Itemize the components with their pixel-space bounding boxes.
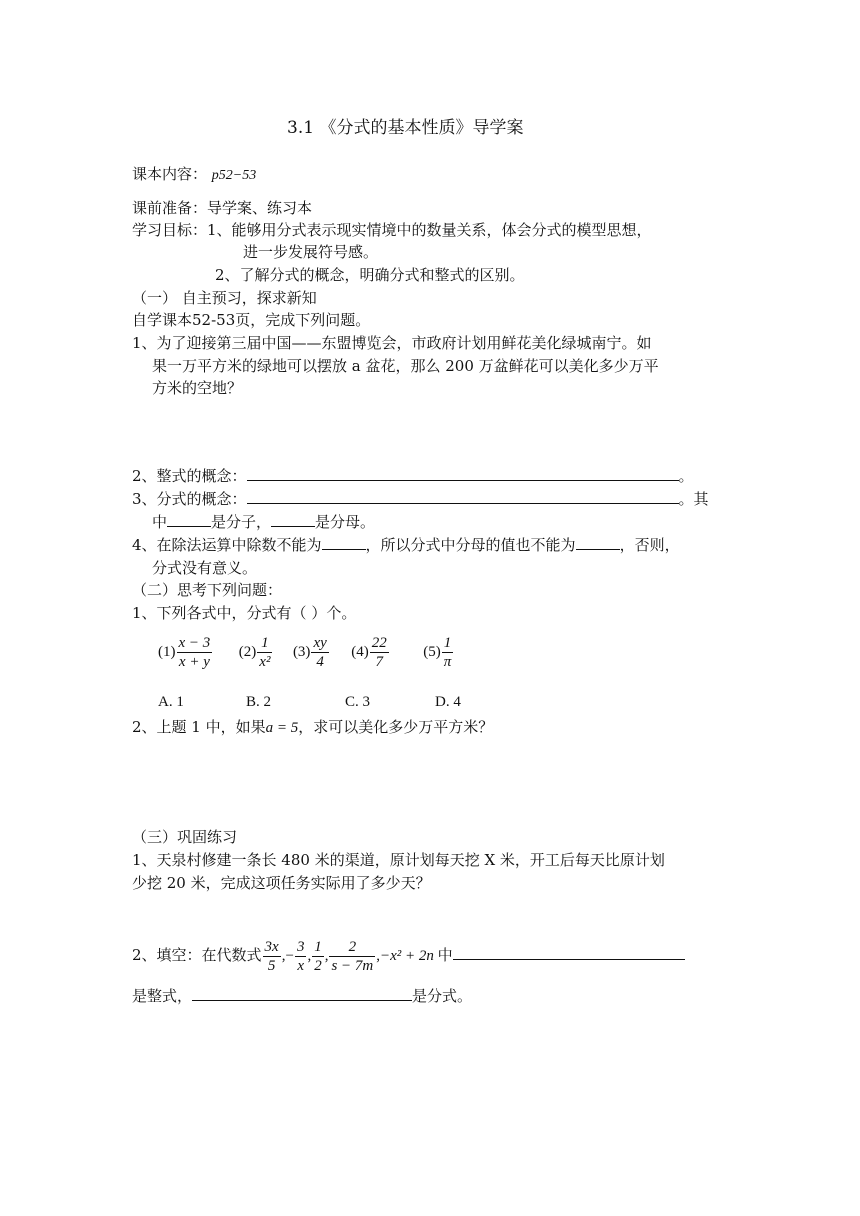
frac-1-den: x + y [178,654,210,670]
s3q2b-pre: 是整式， [132,987,193,1005]
q4-line [132,535,680,555]
course-pages: p52−53 [211,168,257,183]
s2-q1: 1、下列各式中，分式有（ ）个。 [132,604,357,622]
polynomial-blank[interactable] [453,945,685,960]
frac-option-4: (4) $\frac{22}{7}$ [351,635,387,670]
goal-1b: 进一步发展符号感。 [243,243,379,261]
q1-line-a: 1、为了迎接第三届中国——东盟博览会，市政府计划用鲜花美化绿城南宁。如 [132,334,652,352]
frac-option-5: (5) $\frac{1}{\pi}$ [423,635,452,670]
frac-4-num: 22 [371,635,387,651]
q4-blank-2[interactable] [576,535,620,550]
section-2-heading: （二）思考下列问题： [132,581,283,599]
q3b-end: 是分母。 [315,513,376,531]
q3-line-b [152,512,375,532]
choice-a[interactable]: A. 1 [158,694,184,710]
expr-f3-num: 1 [314,939,322,955]
q3-label: 3、分式的概念： [132,490,247,508]
q4-blank-1[interactable] [322,535,366,550]
fraction-options [158,634,454,671]
section-1-heading: （一） 自主预习，探求新知 [132,289,317,307]
s3-q2-line: 2、填空：在代数式 $\frac{3x}{5}$ ,− $\frac{3}{x}$ , $\frac{1}{2}$ , $\frac{2}{s - 7m}$ ,−x² + 2n 中 [132,938,685,975]
q4-line-b: 分式没有意义。 [152,559,258,577]
s3q2-mid: 中 [437,945,453,964]
denominator-blank[interactable] [271,512,315,527]
expr-f3-den: 2 [314,958,322,974]
q1-line-b: 果一万平方米的绿地可以摆放 a 盆花，那么 200 万盆鲜花可以美化多少万平 [152,357,659,375]
prep-line: 课前准备：导学案、练习本 [132,199,313,217]
frac-5-num: 1 [442,634,454,653]
choice-c[interactable]: C. 3 [345,694,371,710]
choice-b[interactable]: B. 2 [246,694,272,710]
s3-q1-b: 少挖 20 米，完成这项任务实际用了多少天？ [132,874,431,892]
frac-3-num: xy [313,635,327,651]
section-3-heading: （三）巩固练习 [132,828,238,846]
expr-f2-num: 3 [296,939,305,955]
s3-q2-line-b [132,986,472,1006]
frac-1-num: x − 3 [178,635,211,651]
s2q2-end: ，求可以美化多少万平方米？ [298,718,494,736]
expr-f1-den: 5 [267,958,276,974]
q4-mid: ，所以分式中分母的值也不能为 [365,536,576,554]
fraction-blank[interactable] [192,986,412,1001]
frac-2-den: x² [259,654,271,670]
q2-label: 2、整式的概念： [132,467,247,485]
numerator-blank[interactable] [167,512,211,527]
q2-end: 。 [678,467,694,485]
section-1-intro: 自学课本52-53页，完成下列问题。 [132,311,371,329]
expr-f4-num: 2 [329,938,375,957]
q3-blank[interactable] [247,489,679,504]
s3-q1-a: 1、天泉村修建一条长 480 米的渠道，原计划每天挖 X 米，开工后每天比原计划 [132,851,665,869]
frac-3-den: 4 [316,654,324,670]
q1-line-c: 方米的空地？ [152,379,243,397]
frac-option-3: (3) $\frac{xy}{4}$ [292,635,327,670]
expr-tail: −x² + 2n [379,947,434,964]
q2-line [132,466,694,486]
expr-f2-den: x [297,958,305,974]
s3q2b-end: 是分式。 [412,987,473,1005]
goal-1a: 1、能够用分式表示现实情境中的数量关系，体会分式的模型思想， [207,221,652,239]
choice-d[interactable]: D. 4 [435,694,461,710]
course-label: 课本内容： [132,165,208,183]
s2q2-pre: 2、上题 1 中，如果 [132,718,266,736]
q4-end: ，否则， [619,536,680,554]
q3-end: 。其 [678,490,709,508]
goal-label: 学习目标： [132,221,208,239]
q4-pre: 4、在除法运算中除数不能为 [132,536,322,554]
frac-5-den: π [443,654,452,670]
frac-4-den: 7 [375,654,384,670]
frac-2-num: 1 [257,634,272,653]
expr-f1-num: 3x [264,939,279,955]
expr-f4-den: s − 7m [331,958,374,974]
frac-option-2: (2) $\frac{1}{\text{x²}}$ [238,635,271,670]
page-title: 3.1 《分式的基本性质》导学案 [287,118,524,138]
s2-q2 [132,717,493,738]
q3b-pre: 中 [152,513,168,531]
s3q2-pre: 2、填空：在代数式 [132,945,262,964]
goal-line-1 [132,220,652,240]
q3b-mid: 是分子， [211,513,272,531]
s2q2-expr: a = 5 [265,720,299,736]
goal-2: 2、了解分式的概念，明确分式和整式的区别。 [215,266,525,284]
q3-line [132,489,709,509]
frac-option-1: (1) $\frac{x - 3}{x + y}$ [158,635,211,670]
course-content-line [132,164,256,186]
q2-blank[interactable] [247,466,679,481]
